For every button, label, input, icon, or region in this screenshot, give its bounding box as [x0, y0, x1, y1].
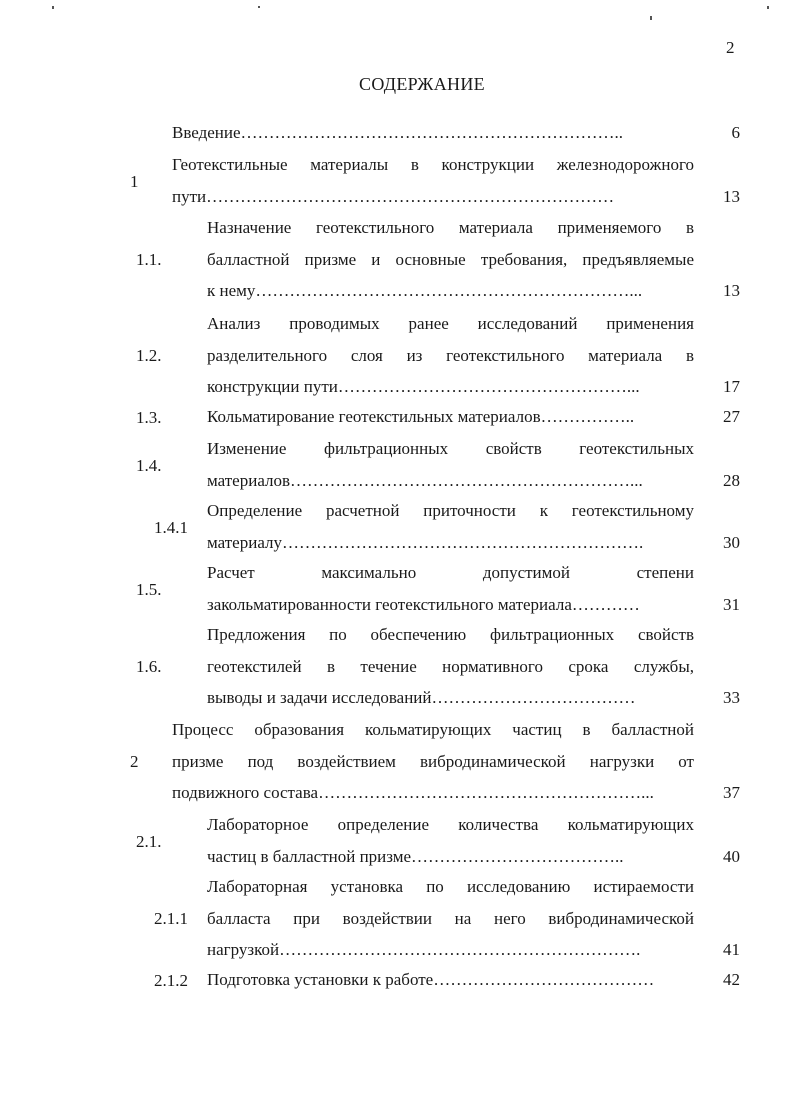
toc-entry-text-line: Изменение фильтрационных свойств геотекстильных	[207, 439, 694, 458]
toc-entry-page: 28	[723, 470, 740, 490]
toc-entry-number: 1.1.	[136, 250, 162, 270]
toc-entry-page: 6	[731, 123, 740, 142]
toc-entry	[0, 872, 798, 967]
toc-entry-text-line: Предложения по обеспечению фильтрационных свойств	[207, 625, 694, 644]
toc-entry-number: 2.1.2	[154, 970, 188, 990]
toc-entry-number: 1.6.	[136, 657, 162, 677]
toc-entry	[0, 810, 798, 873]
toc-entry-number: 1.2.	[136, 346, 162, 366]
toc-entry-page: 27	[723, 407, 740, 426]
toc-entry-page: 42	[723, 970, 740, 989]
toc-entry-text-line: призме под воздействием вибродинамической нагрузки от	[172, 751, 694, 771]
toc-entry-text-line: выводы и задачи исследований………………………………	[207, 688, 636, 707]
toc-entry-text-line: подвижного состава…………………………………………………...	[172, 783, 654, 802]
scan-speck	[767, 6, 769, 9]
toc-entry-number: 1	[130, 171, 139, 191]
toc-entry	[0, 715, 798, 810]
toc-entry	[0, 118, 798, 150]
toc-entry-text-line: Расчет максимально допустимой степени	[207, 563, 694, 582]
toc-entry-text-line: материалу……………………………………………………….	[207, 532, 644, 552]
toc-entry-text-line: балласта при воздействии на него вибродинамической	[207, 908, 694, 928]
toc-entry-text-line: Геотекстильные материалы в конструкции железнодорожного	[172, 155, 694, 174]
toc-entry-text-line: закольматированности геотекстильного материала…………	[207, 594, 640, 614]
toc-entry-page: 41	[723, 940, 740, 959]
toc-entry-text-line: нагрузкой……………………………………………………….	[207, 940, 641, 959]
toc-entry-text-line: геотекстилей в течение нормативного срока службы,	[207, 656, 694, 676]
toc-entry-text-line: к нему…………………………………………………………...	[207, 281, 643, 300]
toc-entry-page: 31	[723, 594, 740, 614]
toc-entry-page: 13	[723, 186, 740, 206]
toc-entry-text-line: Процесс образования кольматирующих частиц в балластной	[172, 720, 694, 739]
toc-entry-page: 40	[723, 846, 740, 866]
toc-entry	[0, 434, 798, 497]
toc-entry-text-line: балластной призме и основные требования, предъявляемые	[207, 249, 694, 269]
scan-speck	[258, 6, 260, 8]
toc-entry-number: 2.1.	[136, 831, 162, 851]
toc-entry-text-line: частиц в балластной призме………………………………..	[207, 846, 624, 866]
toc-entry-text-line: Подготовка установки к работе…………………………………	[207, 970, 655, 989]
toc-entry-text-line: Лабораторное определение количества кольматирующих	[207, 815, 694, 834]
toc-entry-text-line: материалов……………………………………………………...	[207, 470, 643, 490]
toc-entry	[0, 620, 798, 715]
toc-entry	[0, 965, 798, 997]
toc-entry-text-line: Анализ проводимых ранее исследований применения	[207, 314, 694, 333]
toc-entry-text-line: конструкции пути……………………………………………...	[207, 377, 640, 396]
scan-speck	[52, 6, 54, 9]
toc-entry-text-line: Введение…………………………………………………………..	[172, 123, 624, 142]
toc-entry-text-line: Лабораторная установка по исследованию истираемости	[207, 877, 694, 896]
toc-entry-text-line: разделительного слоя из геотекстильного материала в	[207, 345, 694, 365]
toc-entry-page: 30	[723, 532, 740, 552]
toc-entry-text-line: Назначение геотекстильного материала применяемого в	[207, 218, 694, 237]
toc-entry-number: 2.1.1	[154, 909, 188, 929]
page-number: 2	[726, 38, 735, 57]
toc-entry	[0, 213, 798, 308]
toc-entry-number: 1.4.1	[154, 517, 188, 537]
toc-entry-number: 2	[130, 752, 139, 772]
toc-entry-page: 13	[723, 281, 740, 300]
toc-entry-text-line: Кольматирование геотекстильных материалов……………..	[207, 407, 635, 426]
toc-entry	[0, 309, 798, 404]
toc-entry-text-line: пути………………………………………………………………	[172, 186, 615, 206]
toc-entry-page: 33	[723, 688, 740, 707]
toc-entry	[0, 558, 798, 621]
toc-entry-text-line: Определение расчетной приточности к геотекстильному	[207, 501, 694, 520]
toc-entry	[0, 402, 798, 434]
scan-speck	[650, 16, 652, 20]
toc-entry-number: 1.3.	[136, 407, 162, 427]
toc-entry	[0, 496, 798, 559]
toc-entry-page: 37	[723, 783, 740, 802]
toc-entry-number: 1.4.	[136, 455, 162, 475]
toc-entry-number: 1.5.	[136, 579, 162, 599]
toc-entry	[0, 150, 798, 213]
page-title: СОДЕРЖАНИЕ	[359, 74, 485, 94]
toc-entry-page: 17	[723, 377, 740, 396]
